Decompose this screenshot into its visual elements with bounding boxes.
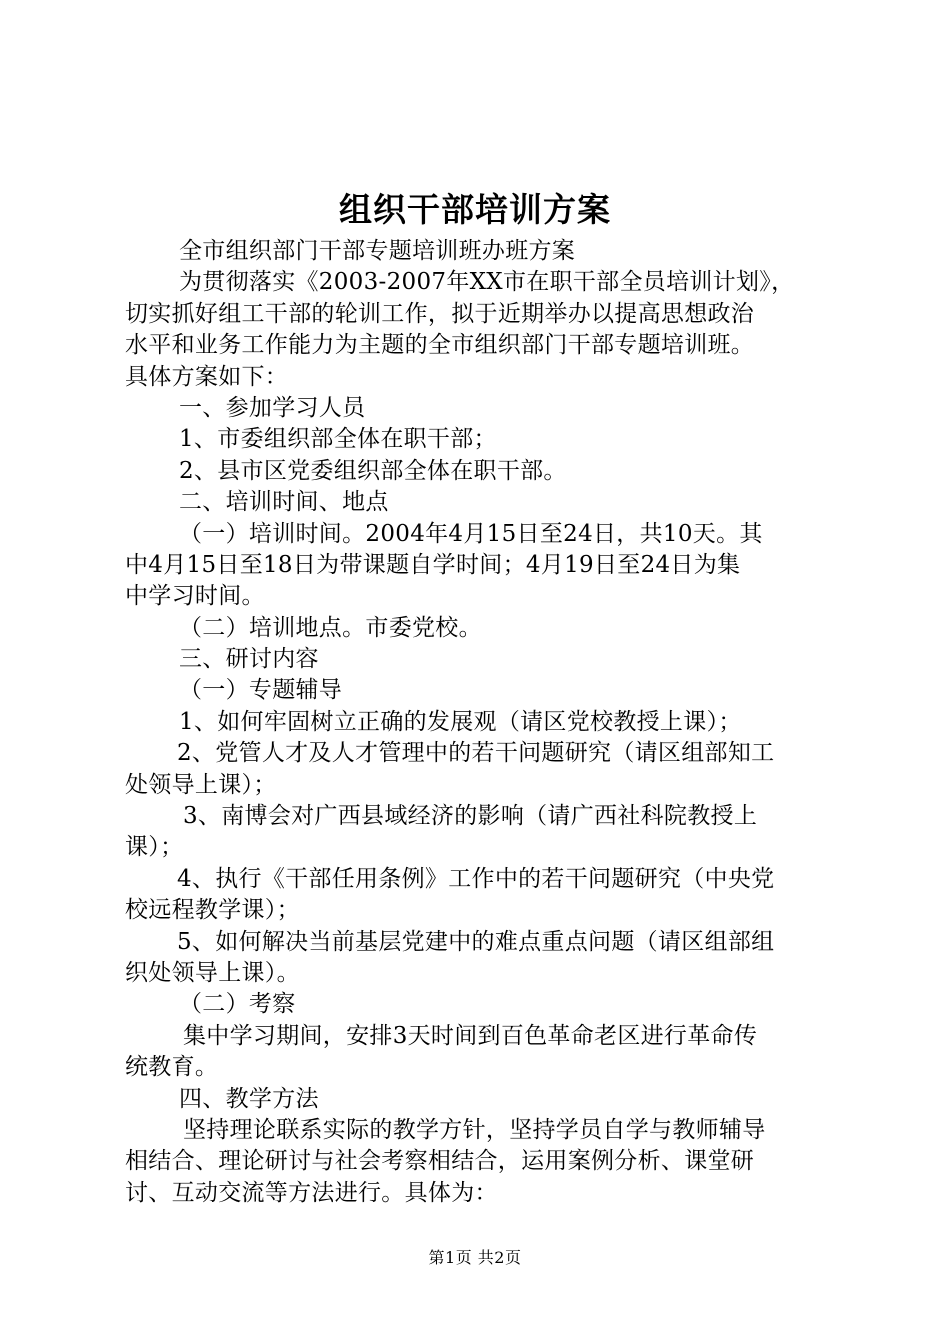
list-item-continuation: 处领导上课）； xyxy=(125,771,277,798)
section-heading: 三、研讨内容 xyxy=(179,646,319,673)
list-item: 2、党管人才及人才管理中的若干问题研究（请区组部知工 xyxy=(177,740,775,767)
section-heading: 四、教学方法 xyxy=(179,1085,319,1112)
subsection-heading: （二）考察 xyxy=(179,991,296,1018)
section-heading: 一、参加学习人员 xyxy=(179,394,366,421)
document-title: 组织干部培训方案 xyxy=(339,190,611,229)
list-item: 1、如何牢固树立正确的发展观（请区党校教授上课）； xyxy=(179,708,742,735)
paragraph-line: 全市组织部门干部专题培训班办班方案 xyxy=(179,238,576,264)
section-heading: 二、培训时间、地点 xyxy=(179,489,389,516)
page-footer: 第1页 共2页 xyxy=(428,1248,522,1267)
paragraph-line: 为贯彻落实《2003-2007年XX市在职干部全员培训计划》， xyxy=(179,269,795,296)
paragraph-line: 相结合、理论研讨与社会考察相结合，运用案例分析、课堂研 xyxy=(125,1148,755,1175)
paragraph-line: （一）培训时间。2004年4月15日至24日，共10天。其 xyxy=(179,520,763,547)
list-item-continuation: 织处领导上课）。 xyxy=(125,959,300,986)
paragraph-line: 中4月15日至18日为带课题自学时间；4月19日至24日为集 xyxy=(125,551,741,578)
document-body xyxy=(125,236,840,1209)
list-item-continuation: 课）； xyxy=(125,834,184,861)
list-item: 1、市委组织部全体在职干部； xyxy=(179,426,497,453)
list-item: 5、如何解决当前基层党建中的难点重点问题（请区组部组 xyxy=(177,928,775,955)
paragraph-line: 具体方案如下： xyxy=(125,363,289,390)
subsection-heading: （一）专题辅导 xyxy=(179,677,343,704)
list-item: 2、县市区党委组织部全体在职干部。 xyxy=(179,457,567,484)
list-item: 3、南博会对广西县域经济的影响（请广西社科院教授上 xyxy=(183,803,758,830)
paragraph-line: 切实抓好组工干部的轮训工作，拟于近期举办以提高思想政治 xyxy=(125,300,755,327)
paragraph-line: 讨、互动交流等方法进行。具体为： xyxy=(125,1179,498,1206)
paragraph-line: 中学习时间。 xyxy=(125,583,265,610)
paragraph-line: 坚持理论联系实际的教学方针，坚持学员自学与教师辅导 xyxy=(183,1116,766,1143)
paragraph-line: 集中学习期间，安排3天时间到百色革命老区进行革命传 xyxy=(183,1022,758,1049)
paragraph-line: （二）培训地点。市委党校。 xyxy=(179,614,482,641)
paragraph-line: 水平和业务工作能力为主题的全市组织部门干部专题培训班。 xyxy=(125,332,755,359)
list-item: 4、执行《干部任用条例》工作中的若干问题研究（中央党 xyxy=(177,865,775,892)
paragraph-line: 统教育。 xyxy=(125,1054,219,1081)
list-item-continuation: 校远程教学课）； xyxy=(125,897,300,924)
